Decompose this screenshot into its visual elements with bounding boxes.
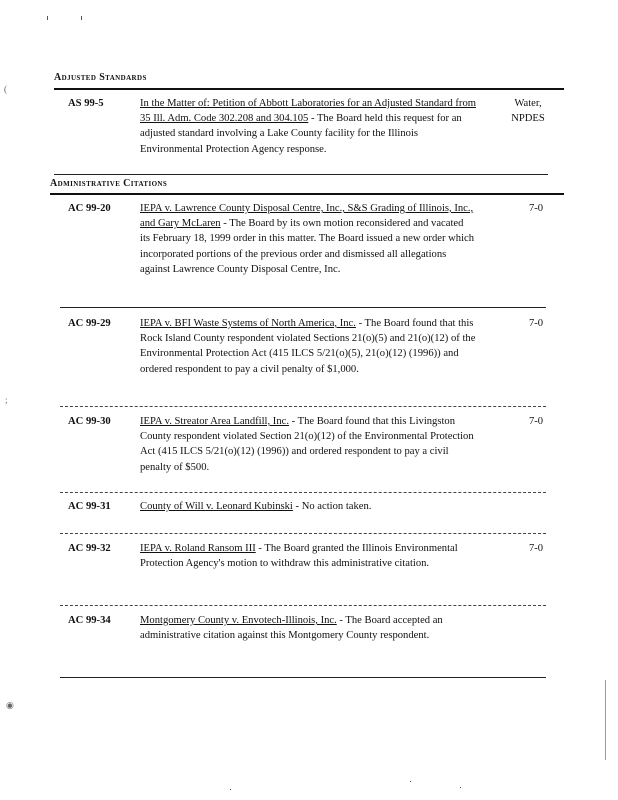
entry-vote: 7-0	[528, 318, 544, 329]
entry-ac-99-32	[68, 541, 558, 589]
entry-description	[140, 201, 476, 277]
entry-rule	[60, 605, 546, 606]
section-rule	[54, 174, 548, 175]
entry-id: AC 99-20	[68, 203, 111, 214]
entry-description	[140, 541, 476, 571]
entry-vote	[496, 96, 560, 126]
entry-rule	[60, 307, 546, 308]
entry-as-99-5	[68, 96, 558, 158]
entry-ac-99-30	[68, 414, 558, 478]
entry-description	[140, 414, 476, 475]
entry-description	[140, 613, 476, 643]
scan-speck	[47, 16, 48, 20]
entry-description	[140, 96, 476, 157]
scan-mark: ◉	[6, 700, 14, 710]
scan-speck	[460, 787, 461, 788]
scan-speck	[81, 16, 82, 20]
entry-text: - The Board found that this Livingston County respondent violated Section 21(o)(12) of the Environmental Protection Act (415 ILCS 5/21(o)(12) (1996)) and ordered respondent to pay a civil penalty of $500.	[140, 416, 474, 473]
section-heading-adjusted-standards: Adjusted Standards	[54, 72, 147, 83]
entry-id: AS 99-5	[68, 98, 104, 109]
entry-ac-99-29	[68, 316, 558, 396]
entry-text: - The Board held this request for an adjusted standard involving a Lake County facility for the Illinois Environmental Protection Agency response.	[140, 113, 462, 155]
entry-description	[140, 316, 476, 377]
entry-ac-99-31	[68, 499, 558, 517]
entry-text: - The Board granted the Illinois Environmental Protection Agency's motion to withdraw this administrative citation.	[140, 543, 458, 570]
scan-speck	[410, 781, 411, 782]
case-title-link[interactable]: IEPA v. BFI Waste Systems of North America, Inc.	[140, 318, 356, 329]
case-title-link[interactable]: In the Matter of: Petition of Abbott Laboratories for an Adjusted Standard from 35 Ill. Adm. Code 302.208 and 304.105	[140, 98, 476, 125]
scan-mark: ;	[5, 395, 8, 405]
scan-edge-line	[605, 680, 606, 760]
entry-rule	[60, 677, 546, 678]
case-title-link[interactable]: IEPA v. Lawrence County Disposal Centre, Inc., S&S Grading of Illinois, Inc., and Gary McLaren	[140, 203, 474, 230]
entry-ac-99-34	[68, 613, 558, 661]
entry-id: AC 99-31	[68, 501, 111, 512]
entry-vote: 7-0	[528, 203, 544, 214]
entry-vote: 7-0	[528, 416, 544, 427]
case-title-link[interactable]: Montgomery County v. Envotech-Illinois, Inc.	[140, 615, 337, 626]
entry-vote: 7-0	[528, 543, 544, 554]
entry-text: - The Board found that this Rock Island County respondent violated Sections 21(o)(5) and 21(o)(12) of the Environmental Protection Act (415 ILCS 5/21(o)(5), 21(o)(12) (1996)) and ordered respondent to pay a civil penalty of $1,000.	[140, 318, 476, 375]
entry-rule	[60, 533, 546, 534]
entry-text: - The Board by its own motion reconsidered and vacated its February 18, 1999 order in this matter. The Board issued a new order which incorporated portions of the previous order and dismissed all allegations against Lawrence County Disposal Centre, Inc.	[140, 218, 475, 275]
entry-id: AC 99-32	[68, 543, 111, 554]
entry-rule	[60, 406, 546, 407]
section-heading-administrative-citations: Administrative Citations	[50, 178, 168, 189]
entry-rule	[60, 492, 546, 493]
entry-ac-99-20	[68, 201, 558, 296]
vote-line: Water,	[514, 98, 542, 109]
scan-speck	[230, 789, 231, 790]
entry-id: AC 99-30	[68, 416, 111, 427]
entry-text: - No action taken.	[292, 501, 372, 512]
case-title-link[interactable]: County of Will v. Leonard Kubinski	[140, 501, 293, 512]
case-title-link[interactable]: IEPA v. Roland Ransom III	[140, 543, 256, 554]
scan-mark: (	[4, 84, 7, 94]
vote-line: NPDES	[511, 113, 545, 125]
section-rule	[54, 88, 564, 90]
entry-id: AC 99-29	[68, 318, 111, 329]
entry-id: AC 99-34	[68, 615, 111, 626]
entry-description	[140, 499, 476, 514]
entry-text: - The Board accepted an administrative citation against this Montgomery County respondent.	[140, 615, 443, 642]
section-rule	[50, 193, 564, 195]
case-title-link[interactable]: IEPA v. Streator Area Landfill, Inc.	[140, 416, 289, 427]
